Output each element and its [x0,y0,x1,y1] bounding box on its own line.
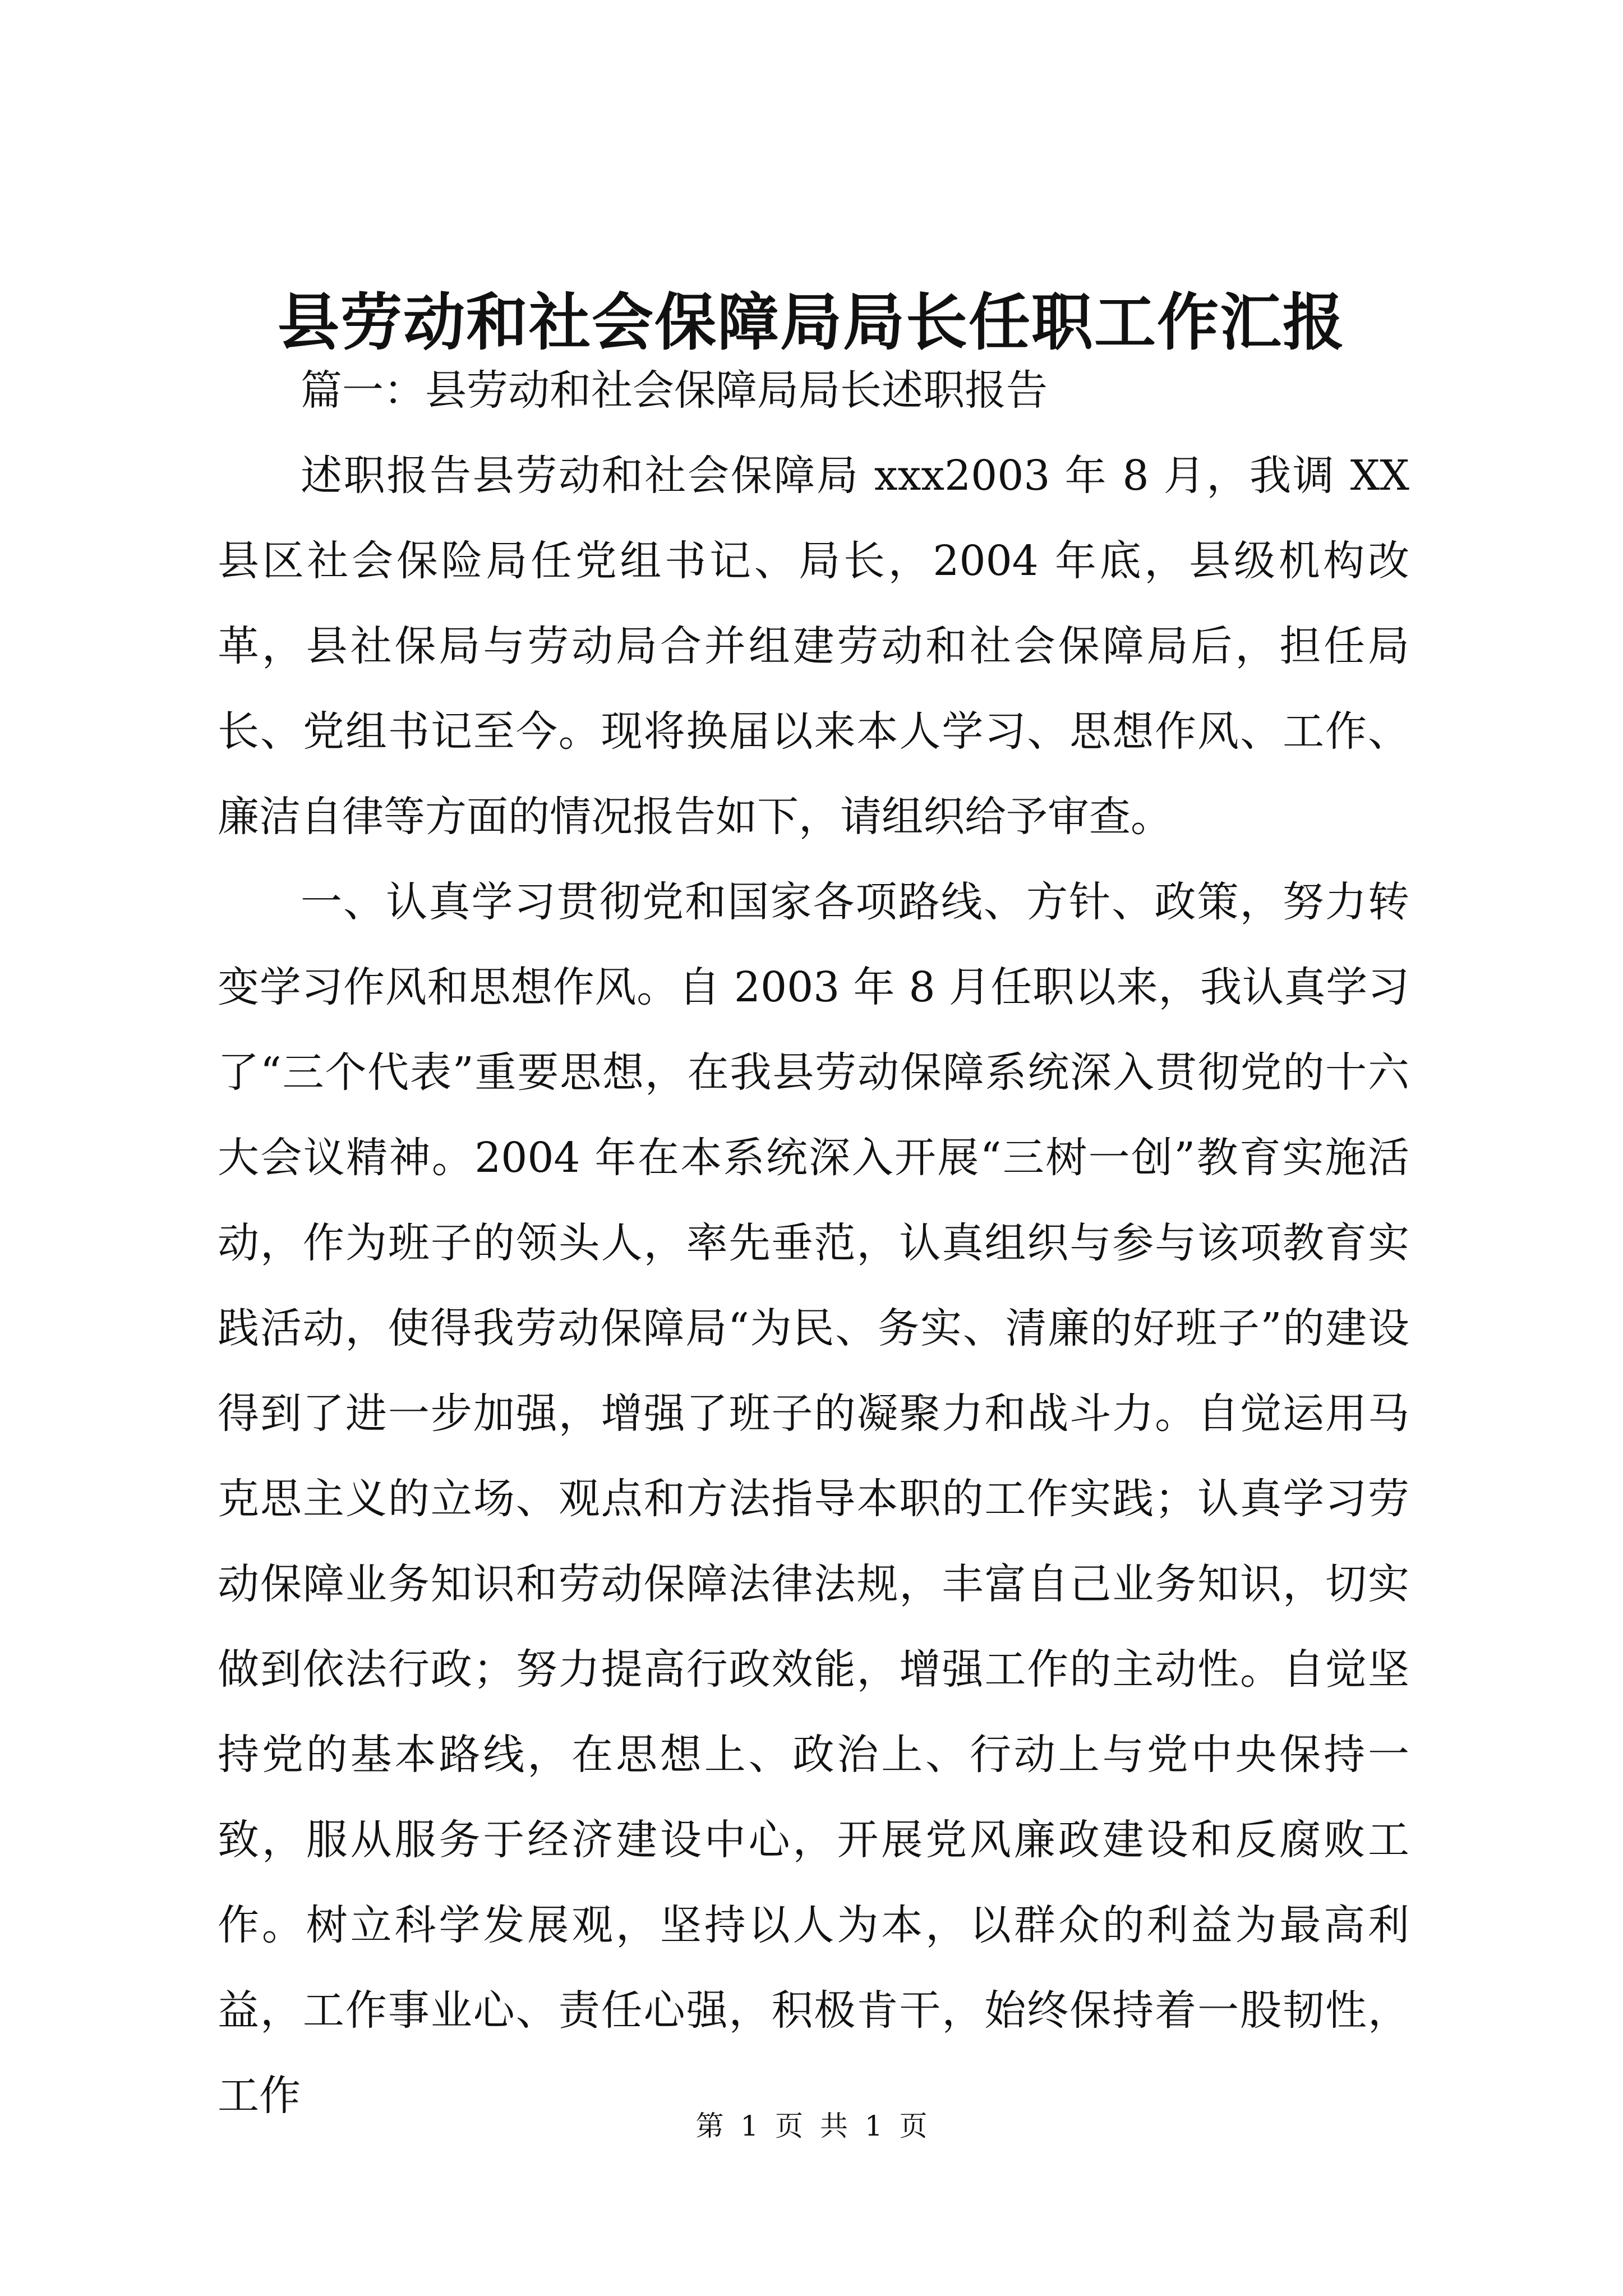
document-title: 县劳动和社会保障局局长任职工作汇报 [278,286,1345,358]
body-paragraph: 一、认真学习贯彻党和国家各项路线、方针、政策，努力转变学习作风和思想作风。自 2003 年 8 月任职以来，我认真学习了“三个代表”重要思想，在我县劳动保障系统深入贯彻党的十六大会议精神。2004 年在本系统深入开展“三树一创”教育实施活动，作为班子的领头人，率先垂范，认真组织与参与该项教育实践活动，使得我劳动保障局“为民、务实、清廉的好班子”的建设得到了进一步加强，增强了班子的凝聚力和战斗力。自觉运用马克思主义的立场、观点和方法指导本职的工作实践；认真学习劳动保障业务知识和劳动保障法律法规，丰富自己业务知识，切实做到依法行政；努力提高行政效能，增强工作的主动性。自觉坚持党的基本路线，在思想上、政治上、行动上与党中央保持一致，服从服务于经济建设中心，开展党风廉政建设和反腐败工作。树立科学发展观，坚持以人为本，以群众的利益为最高利益，工作事业心、责任心强，积极肯干，始终保持着一股韧性，工作 [218,878,1409,2120]
section-heading: 篇一：县劳动和社会保障局局长述职报告 [301,366,1048,415]
page-number-footer: 第 1 页 共 1 页 [695,2110,928,2142]
document-body [218,348,1409,2138]
body-paragraph: 述职报告县劳动和社会保障局 xxx2003 年 8 月，我调 XX 县区社会保险局任党组书记、局长，2004 年底，县级机构改革，县社保局与劳动局合并组建劳动和社会保障局后，担任局长、党组书记至今。现将换届以来本人学习、思想作风、工作、廉洁自律等方面的情况报告如下，请组织给予审查。 [218,452,1409,841]
